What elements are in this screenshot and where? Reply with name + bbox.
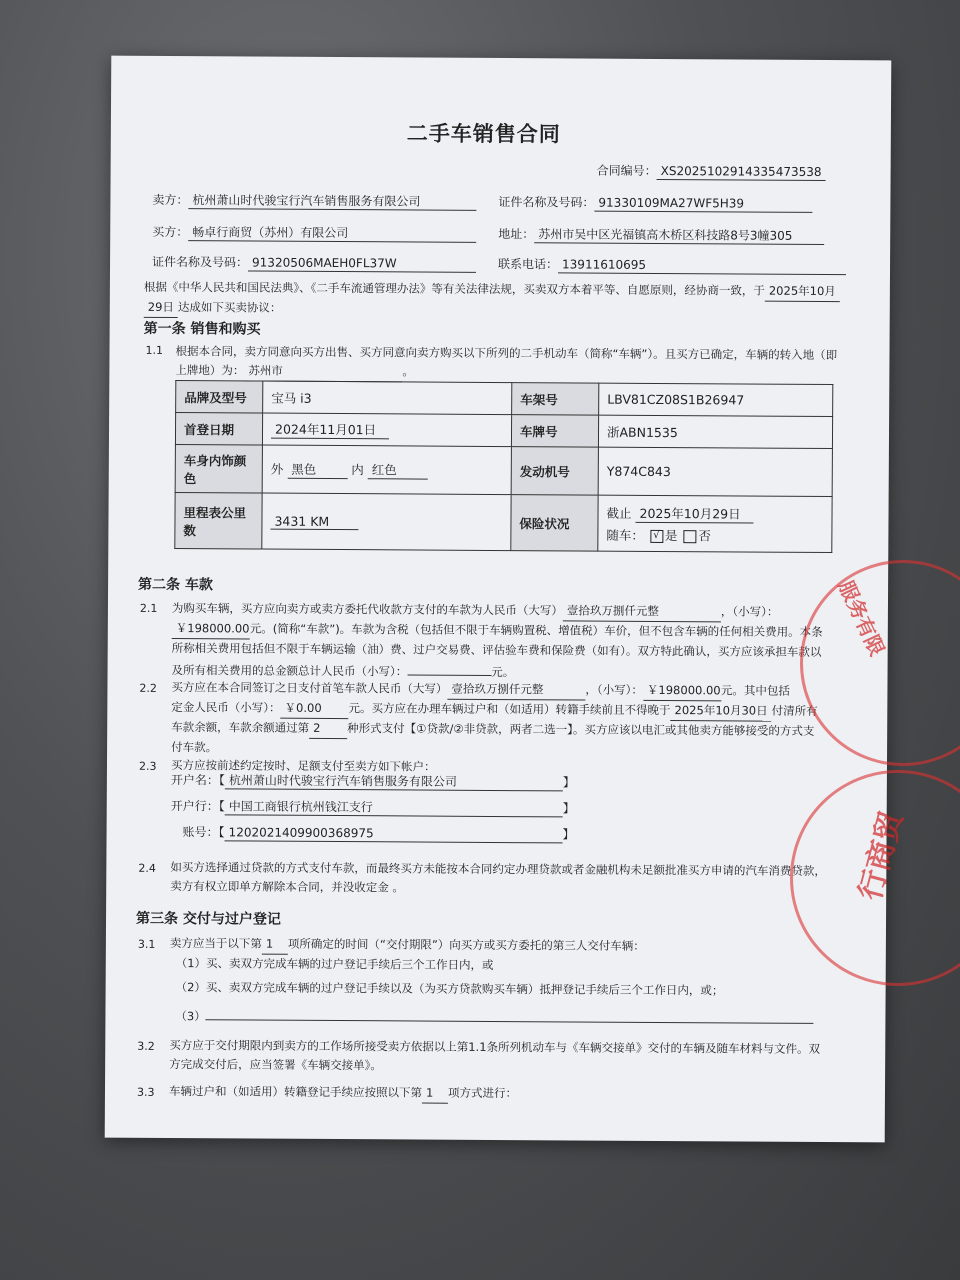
contract-sheet <box>105 56 892 1143</box>
interior-color: 红色 <box>368 460 428 479</box>
clause-3-2 <box>169 1036 845 1078</box>
clause-2-1-text-c: 元。(简称“车款”)。车款为含税（包括但不限于车辆购置税、增值税）车价，但不包含车辆的任何相关费用。本条 <box>249 621 823 639</box>
seller-label: 卖方： <box>152 192 189 208</box>
buyer-id: 91320506MAEH0FL37W <box>248 254 476 272</box>
seller-id: 91330109MA27WF5H39 <box>594 195 812 213</box>
clause-1-1-number: 1.1 <box>145 343 164 357</box>
seller-seal-text: 服务有限 <box>833 576 890 660</box>
clause-2-2 <box>171 678 841 761</box>
clause-1-1 <box>175 342 845 385</box>
intro-date-a: 2025年10月 <box>765 282 840 302</box>
clause-2-1-number: 2.1 <box>139 601 158 615</box>
follow-label: 随车： <box>606 527 644 543</box>
intro-text-b: 达成如下买卖协议： <box>177 300 282 315</box>
reg-date-cell <box>262 413 511 447</box>
insurance-date: 2025年10月29日 <box>635 503 753 523</box>
account-name-label: 开户名：【 <box>170 773 225 788</box>
buyer-id-label: 证件名称及号码： <box>152 254 249 270</box>
clause-3-3 <box>169 1082 517 1104</box>
clause-2-1-text-a: 为购买车辆，买方应向卖方或卖方委托代收款方支付的车款为人民币（大写） <box>171 601 563 618</box>
color-cell <box>262 445 511 495</box>
first-payment-amount: ￥198000.00 <box>643 681 721 701</box>
clause-1-1-text-b: 上牌地）为： <box>175 363 245 378</box>
clause-2-4 <box>170 858 842 900</box>
account-bank-label: 开户行：【 <box>170 799 225 814</box>
interior-label: 内 <box>351 462 364 478</box>
clause-3-2-number: 3.2 <box>137 1039 155 1053</box>
buyer-phone: 13911610695 <box>558 256 846 275</box>
yes-checkbox[interactable]: √ <box>650 529 663 542</box>
mileage-label: 里程表公里数 <box>175 493 262 550</box>
contract-number-label: 合同编号： <box>596 163 657 178</box>
intro-paragraph <box>144 278 844 322</box>
plate-value: 浙ABN1535 <box>598 415 832 448</box>
clause-2-2-text-b: ，（小写）： <box>585 682 643 697</box>
article-1-heading: 第一条 销售和购买 <box>143 320 261 338</box>
clause-2-3-number: 2.3 <box>138 759 157 773</box>
buyer-label: 买方： <box>152 224 189 240</box>
engine-label: 发动机号 <box>511 447 598 496</box>
price-chinese: 壹拾玖万捌仟元整 <box>563 601 721 622</box>
account-name: 杭州萧山时代骏宝行汽车销售服务有限公司 <box>225 772 563 791</box>
clause-2-2-text-a: 买方应在本合同签订之日支付首笔车款人民币（大写） <box>171 680 448 696</box>
yes-label: 是 <box>664 527 678 543</box>
account-bank: 中国工商银行杭州钱江支行 <box>225 798 563 817</box>
buyer-id-row <box>152 254 476 273</box>
contract-number: XS2025102914335473538 <box>657 163 826 181</box>
clause-3-1-text-b: 项所确定的时间（“交付期限”）向买方或买方委托的第三人交付车辆： <box>287 936 645 953</box>
phone-label: 联系电话： <box>498 256 559 272</box>
clause-2-1 <box>171 599 841 684</box>
contract-number-row <box>597 163 826 181</box>
table-row <box>175 413 832 449</box>
option-3-blank <box>206 1004 814 1024</box>
clause-3-1-text-a: 卖方应当于以下第 <box>169 936 262 951</box>
phone-row <box>498 256 846 275</box>
clause-2-1-text-f: 元。 <box>491 664 515 680</box>
account-number-row <box>183 824 575 843</box>
clause-2-2-text-e: 元。买方应在办理车辆过户和（如适用）转籍手续前且不得晚于 <box>348 701 671 718</box>
clause-3-3-number: 3.3 <box>136 1085 155 1099</box>
contract-title: 二手车销售合同 <box>406 121 561 147</box>
account-number-label: 账号：【 <box>182 825 225 840</box>
clause-2-1-text-e: 及所有相关费用的总金额总计人民币（小写）： <box>171 663 408 679</box>
reg-date-label: 首登日期 <box>175 413 262 446</box>
payment-deadline: 2025年10月30日 <box>671 701 772 722</box>
reg-date-value: 2024年11月01日 <box>271 420 389 440</box>
bracket-close: 】 <box>562 801 575 816</box>
seller-id-row <box>498 194 812 213</box>
payment-method-number: 2 <box>309 719 347 739</box>
transfer-option-number: 1 <box>422 1084 448 1104</box>
address-row <box>498 226 824 245</box>
clause-2-2-text-c: 元。其中包括 <box>720 683 790 698</box>
vin-value: LBV81CZ08S1B26947 <box>599 383 833 416</box>
clause-3-1-number: 3.1 <box>137 937 156 951</box>
bracket-close: 】 <box>562 827 575 842</box>
exterior-color: 黑色 <box>287 460 347 479</box>
clause-2-1-text-b: ，（小写）： <box>720 604 779 619</box>
mileage-value: 3431 KM <box>270 513 358 530</box>
engine-value: Y874C843 <box>598 447 832 496</box>
buyer-name: 畅卓行商贸（苏州）有限公司 <box>188 224 476 243</box>
clause-1-1-text-a: 根据本合同，卖方同意向买方出售、买方同意向卖方购买以下所列的二手机动车（简称“车辆”）。且买方已确定，车辆的转入地（即 <box>175 344 838 363</box>
clause-3-3-text-b: 项方式进行： <box>447 1085 518 1101</box>
account-name-row <box>171 772 575 791</box>
buyer-address: 苏州市吴中区光福镇高木桥区科技路8号3幢305 <box>534 226 824 245</box>
brand-value: 宝马 i3 <box>263 381 512 415</box>
delivery-option-number: 1 <box>262 935 288 955</box>
mileage-cell <box>262 493 511 551</box>
clause-3-1-option-2: （2）买、卖双方完成车辆的过户登记手续以及（为买方贷款购买车辆）抵押登记手续后三个工作日内，或； <box>175 980 724 998</box>
clause-2-1-text-d: 所称相关费用包括但不限于车辆运输（油）费、过户交易费、评估验车费和保险费（如有）。双方特此确认，买方应该承担车款以 <box>171 641 822 659</box>
plate-label: 车牌号 <box>511 415 598 448</box>
article-2-heading: 第二条 车款 <box>138 576 214 594</box>
clause-2-3-text: 买方应按前述约定按时、足额支付至卖方如下帐户： <box>170 758 436 774</box>
insurance-cell <box>598 495 832 552</box>
bracket-close: 】 <box>562 775 575 790</box>
clause-3-3-text-a: 车辆过户和（如适用）转籍登记手续应按照以下第 <box>168 1083 423 1100</box>
option-3-label: （3） <box>175 1009 206 1024</box>
seller-row <box>152 192 476 211</box>
seller-name: 杭州萧山时代骏宝行汽车销售服务有限公司 <box>188 192 476 211</box>
transfer-place: 苏州市 <box>244 361 402 382</box>
address-label: 地址： <box>498 226 535 242</box>
total-amount-blank <box>407 659 491 676</box>
account-number: 1202021409900368975 <box>225 824 563 843</box>
clause-2-2-text-h: 种形式支付【①贷款/②非贷款，两者二选一】。买方应该以电汇或其他卖方能够接受的方式支 <box>347 721 815 738</box>
buyer-row <box>152 224 476 243</box>
clause-2-2-text-g: 车款余额，车款余额通过第 <box>171 720 310 735</box>
exterior-label: 外 <box>270 461 284 477</box>
table-row <box>175 445 832 497</box>
vin-label: 车架号 <box>512 383 599 416</box>
clause-1-1-end: 。 <box>402 364 414 379</box>
brand-label: 品牌及型号 <box>176 381 263 414</box>
clause-3-1-option-1: （1）买、卖双方完成车辆的过户登记手续后三个工作日内，或 <box>175 956 494 972</box>
clause-3-1-option-3 <box>175 1004 813 1030</box>
buyer-seal-text: 行商贸 <box>852 807 910 904</box>
table-row <box>175 493 832 553</box>
intro-text-a: 根据《中华人民共和国民法典》、《二手车流通管理办法》等有关法律法规，买卖双方本着平等、自愿原则，经协商一致，于 <box>143 279 765 298</box>
account-bank-row <box>171 798 575 817</box>
insurance-until-label: 截止 <box>606 505 632 521</box>
table-row <box>176 381 833 417</box>
insurance-label: 保险状况 <box>511 495 598 552</box>
no-checkbox[interactable] <box>683 530 696 543</box>
seller-id-label: 证件名称及号码： <box>498 194 595 210</box>
color-label: 车身内饰颜色 <box>175 445 262 494</box>
clause-2-4-text-b: 卖方有权立即单方解除本合同，并没收定金 。 <box>170 879 404 895</box>
clause-2-2-text-i: 付车款。 <box>171 740 218 755</box>
deposit-amount: ￥0.00 <box>281 699 349 719</box>
clause-3-2-text-a: 买方应于交付期限内到卖方的工作场所接受卖方依据以上第1.1条所列机动车与《车辆交接单》交付的车辆及随车材料与文件。双 <box>169 1038 821 1056</box>
clause-2-2-text-d: 定金人民币（小写）： <box>171 700 281 715</box>
clause-2-2-text-f: 付清所有 <box>771 703 818 718</box>
clause-2-4-text-a: 如买方选择通过贷款的方式支付车款，而最终买方未能按本合同约定办理贷款或者金融机构未足额批准买方申请的汽车消费贷款， <box>170 860 826 879</box>
no-label: 否 <box>698 527 711 543</box>
clause-2-4-number: 2.4 <box>138 861 156 875</box>
vehicle-info-table <box>174 380 833 553</box>
article-3-heading: 第三条 交付与过户登记 <box>135 910 281 928</box>
first-payment-chinese: 壹拾玖万捌仟元整 <box>447 680 585 701</box>
price-amount: ￥198000.00 <box>172 619 250 639</box>
intro-date-b: 29日 <box>144 298 178 318</box>
clause-2-2-number: 2.2 <box>139 681 157 695</box>
follow-row <box>606 525 823 544</box>
insurance-date-row <box>606 503 823 523</box>
clause-3-2-text-b: 方完成交付后，应当签署《车辆交接单》。 <box>169 1057 382 1073</box>
